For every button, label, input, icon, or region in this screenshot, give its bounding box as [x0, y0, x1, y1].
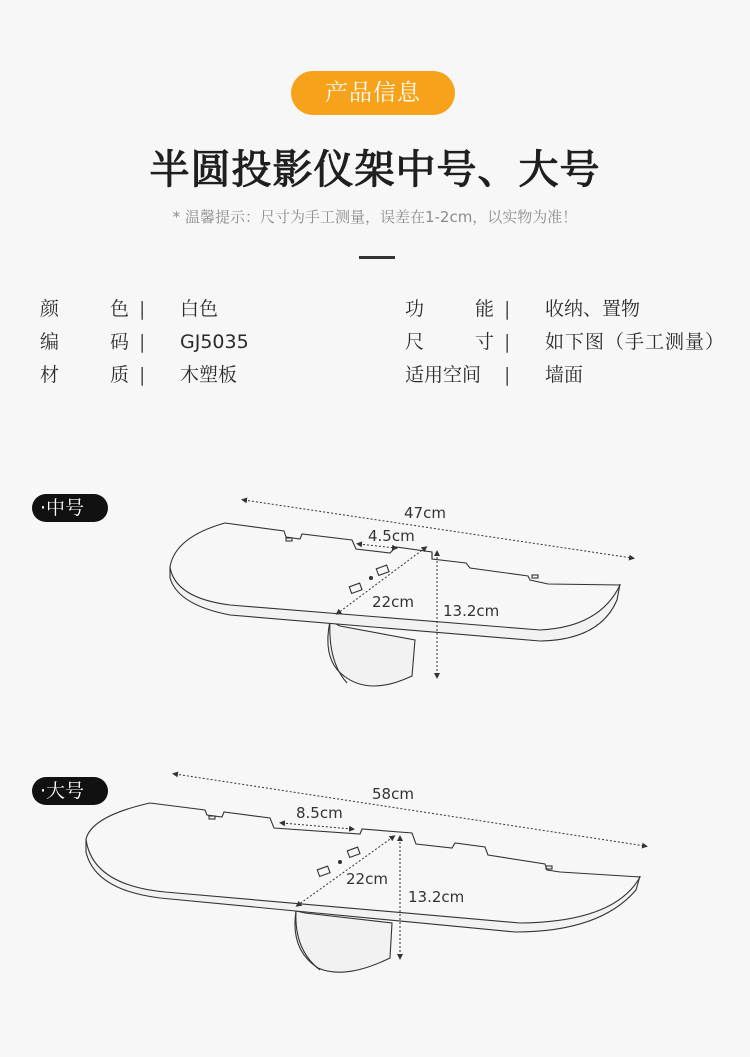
spec-separator: |: [139, 364, 146, 386]
large-board-top: [86, 803, 640, 923]
large-length-label: 58cm: [372, 785, 414, 803]
spec-value-material: 木塑板: [180, 364, 238, 386]
spec-label-char: 编: [40, 331, 60, 353]
spec-value-space: 墙面: [545, 364, 584, 386]
spec-label-char: 尺: [405, 331, 425, 353]
page-title: 半圆投影仪架中号、大号: [149, 147, 601, 193]
medium-size-tag: ·中号: [32, 494, 108, 522]
spec-label-char: 码: [110, 331, 130, 353]
medium-length-label: 47cm: [404, 504, 446, 522]
large-depth-label: 22cm: [346, 870, 388, 888]
measurement-note: * 温馨提示：尺寸为手工测量，误差在1-2cm，以实物为准！: [172, 208, 578, 226]
spec-separator: |: [504, 364, 511, 386]
spec-label-char: 色: [110, 298, 130, 320]
spec-label-char: 颜: [40, 298, 60, 320]
spec-label-char: 质: [110, 364, 130, 386]
large-height-label: 13.2cm: [408, 888, 465, 906]
spec-label-char: 寸: [475, 331, 495, 353]
spec-label-char: 材: [40, 364, 60, 386]
large-notch-line: [282, 823, 352, 829]
spec-label-space: 适用空间: [405, 364, 482, 386]
large-size-tag: ·大号: [32, 777, 108, 805]
large-bracket: [295, 911, 392, 972]
spec-separator: |: [504, 298, 511, 320]
section-badge: 产品信息: [291, 71, 455, 115]
spec-separator: |: [139, 298, 146, 320]
spec-value-size: 如下图（手工测量）: [545, 331, 726, 353]
spec-label-char: 能: [475, 298, 495, 320]
spec-value-function: 收纳、置物: [545, 298, 641, 320]
medium-height-label: 13.2cm: [443, 602, 500, 620]
spec-value-color: 白色: [180, 298, 219, 320]
spec-separator: |: [504, 331, 511, 353]
large-notch-label: 8.5cm: [296, 804, 343, 822]
medium-depth-label: 22cm: [372, 593, 414, 611]
spec-value-code: GJ5035: [180, 331, 249, 353]
medium-notch-label: 4.5cm: [368, 527, 415, 545]
medium-bracket: [328, 621, 415, 686]
spec-separator: |: [139, 331, 146, 353]
spec-label-char: 功: [405, 298, 425, 320]
